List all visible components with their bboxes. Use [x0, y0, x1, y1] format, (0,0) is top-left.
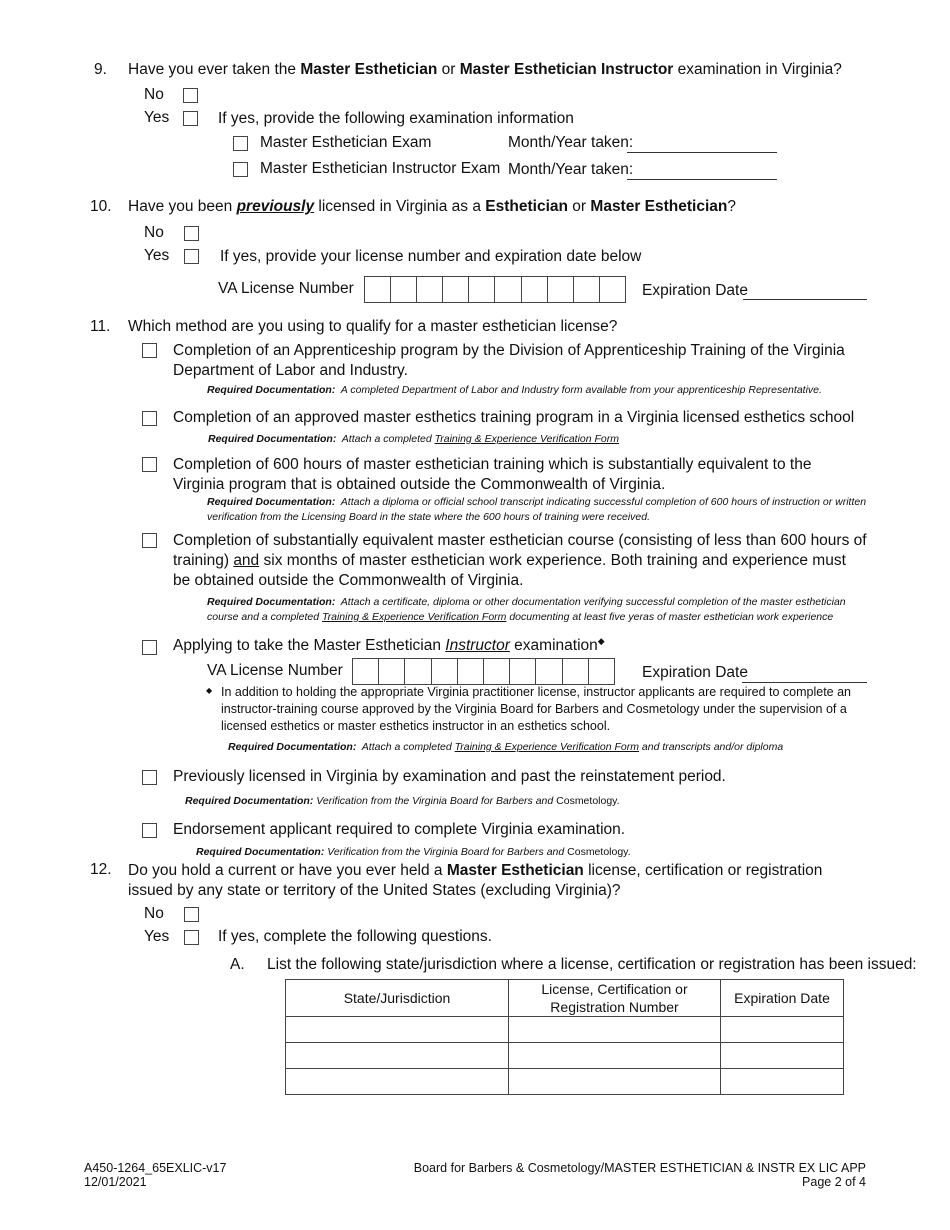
jurisdiction-table [285, 979, 844, 1095]
q9-ifyes-text: If yes, provide the following examination information [218, 110, 574, 127]
q11-opt6-text: Previously licensed in Virginia by examination and past the reinstatement period. [173, 768, 726, 785]
q11-opt3-checkbox[interactable] [142, 457, 157, 472]
q9-yes-checkbox[interactable] [183, 111, 198, 126]
q12-no-label: No [144, 905, 164, 922]
q11-opt2-text: Completion of an approved master esthetics training program in a Virginia licensed esthetics school [173, 409, 855, 426]
q11-opt1-checkbox[interactable] [142, 343, 157, 358]
q12-a-label: A. [230, 956, 245, 973]
q10-license-boxes[interactable] [364, 276, 626, 303]
footer-form-id: A450-1264_65EXLIC-v17 [84, 1161, 227, 1175]
col-header-number: License, Certification or Registration Number [509, 980, 721, 1017]
q10-ifyes-text: If yes, provide your license number and expiration date below [220, 248, 642, 265]
col-header-expiration: Expiration Date [721, 980, 844, 1017]
table-row [286, 1017, 844, 1043]
q9-month1-label: Month/Year taken: [508, 134, 634, 151]
table-row [286, 1043, 844, 1069]
q9-exam1-label: Master Esthetician Exam [260, 134, 432, 151]
q11-exp-field[interactable] [742, 682, 867, 683]
q12-a-text: List the following state/jurisdiction where a license, certification or registration has been issued: [267, 956, 917, 973]
q11-opt7-text: Endorsement applicant required to complete Virginia examination. [173, 821, 626, 838]
q11-license-label: VA License Number [207, 662, 343, 679]
q11-opt2-req: Required Documentation: Attach a completed Training & Experience Verification Form [208, 433, 620, 445]
q11-opt5-req: Required Documentation: Attach a completed Training & Experience Verification Form and transcripts and/or diploma [228, 741, 784, 753]
q11-exp-label: Expiration Date [642, 664, 748, 681]
q9-number: 9. [94, 61, 107, 78]
footer-title: Board for Barbers & Cosmetology/MASTER ESTHETICIAN & INSTR EX LIC APP [413, 1161, 866, 1175]
q12-question: Do you hold a current or have you ever held a Master Esthetician license, certification or registration issued by any state or territory of the United States (excluding Virginia)? [128, 862, 823, 899]
footer-date: 12/01/2021 [84, 1175, 147, 1189]
q11-opt1-text: Completion of an Apprenticeship program by the Division of Apprenticeship Training of the Virginia Department of Labor and Industry. [173, 342, 845, 379]
q12-number: 12. [90, 861, 112, 878]
q10-yes-checkbox[interactable] [184, 249, 199, 264]
q9-month2-label: Month/Year taken: [508, 161, 634, 178]
q12-ifyes-text: If yes, complete the following questions. [218, 928, 492, 945]
q10-no-label: No [144, 224, 164, 241]
footer-page: Page 2 of 4 [802, 1175, 866, 1189]
q11-opt5-text: Applying to take the Master Esthetician Instructor examination◆ [173, 636, 605, 655]
q10-number: 10. [90, 198, 112, 215]
q12-yes-label: Yes [144, 928, 170, 945]
q10-exp-field[interactable] [743, 299, 867, 300]
q11-opt5-checkbox[interactable] [142, 640, 157, 655]
q11-question: Which method are you using to qualify for a master esthetician license? [128, 318, 618, 335]
q9-exam2-checkbox[interactable] [233, 162, 248, 177]
q10-license-label: VA License Number [218, 280, 354, 297]
q11-opt6-req: Required Documentation: Verification from the Virginia Board for Barbers and Cosmetology. [185, 795, 620, 807]
q11-opt6-checkbox[interactable] [142, 770, 157, 785]
q9-no-label: No [144, 86, 164, 103]
q9-yes-label: Yes [144, 109, 170, 126]
q10-exp-label: Expiration Date [642, 282, 748, 299]
q11-opt3-text: Completion of 600 hours of master esthetician training which is substantially equivalent to the Virginia program that is obtained outside the Commonwealth of Virginia. [173, 456, 812, 493]
q12-no-checkbox[interactable] [184, 907, 199, 922]
q11-opt4-checkbox[interactable] [142, 533, 157, 548]
q9-month1-field[interactable] [627, 152, 777, 153]
bullet-diamond-icon: ◆ [206, 686, 213, 695]
q9-no-checkbox[interactable] [183, 88, 198, 103]
col-header-state: State/Jurisdiction [286, 980, 509, 1017]
q9-exam2-label: Master Esthetician Instructor Exam [260, 160, 501, 177]
q11-opt3-req: Required Documentation: Attach a diploma or official school transcript indicating successful completion of 600 hours of instruction or written verification from the Licensing Board in the state where the 600 hours of training were received. [207, 496, 867, 523]
q10-question: Have you been previously licensed in Virginia as a Esthetician or Master Esthetician? [128, 198, 736, 215]
q11-opt7-checkbox[interactable] [142, 823, 157, 838]
q11-license-boxes[interactable] [352, 658, 615, 685]
q11-opt4-req: Required Documentation: Attach a certificate, diploma or other documentation verifying successful completion of the master esthetician course and a completed Training & Experience Verification Form documenting at least five yeras of master esthetician work experience [207, 596, 846, 623]
q12-yes-checkbox[interactable] [184, 930, 199, 945]
q9-month2-field[interactable] [627, 179, 777, 180]
q11-opt4-text: Completion of substantially equivalent master esthetician course (consisting of less than 600 hours of training) and six months of master esthetician work experience. Both training and experience must be obtained outside the Commonwealth of Virginia. [173, 532, 867, 589]
q10-no-checkbox[interactable] [184, 226, 199, 241]
diamond-icon: ◆ [597, 636, 605, 646]
q10-yes-label: Yes [144, 247, 170, 264]
q9-exam1-checkbox[interactable] [233, 136, 248, 151]
table-row [286, 1069, 844, 1095]
q11-number: 11. [90, 318, 111, 335]
q11-instructor-note: In addition to holding the appropriate Virginia practitioner license, instructor applicants are required to complete an instructor-training course approved by the Virginia Board for Barbers and Cosmetology under the supervision of a licensed esthetics or master esthetics instructor in an esthetics school. [221, 685, 852, 733]
q11-opt1-req: Required Documentation: A completed Department of Labor and Industry form available from your apprenticeship Representative. [207, 384, 822, 396]
q11-opt7-req: Required Documentation: Verification from the Virginia Board for Barbers and Cosmetology. [196, 846, 631, 858]
q11-opt2-checkbox[interactable] [142, 411, 157, 426]
q9-question: Have you ever taken the Master Esthetician or Master Esthetician Instructor examination in Virginia? [128, 61, 842, 78]
